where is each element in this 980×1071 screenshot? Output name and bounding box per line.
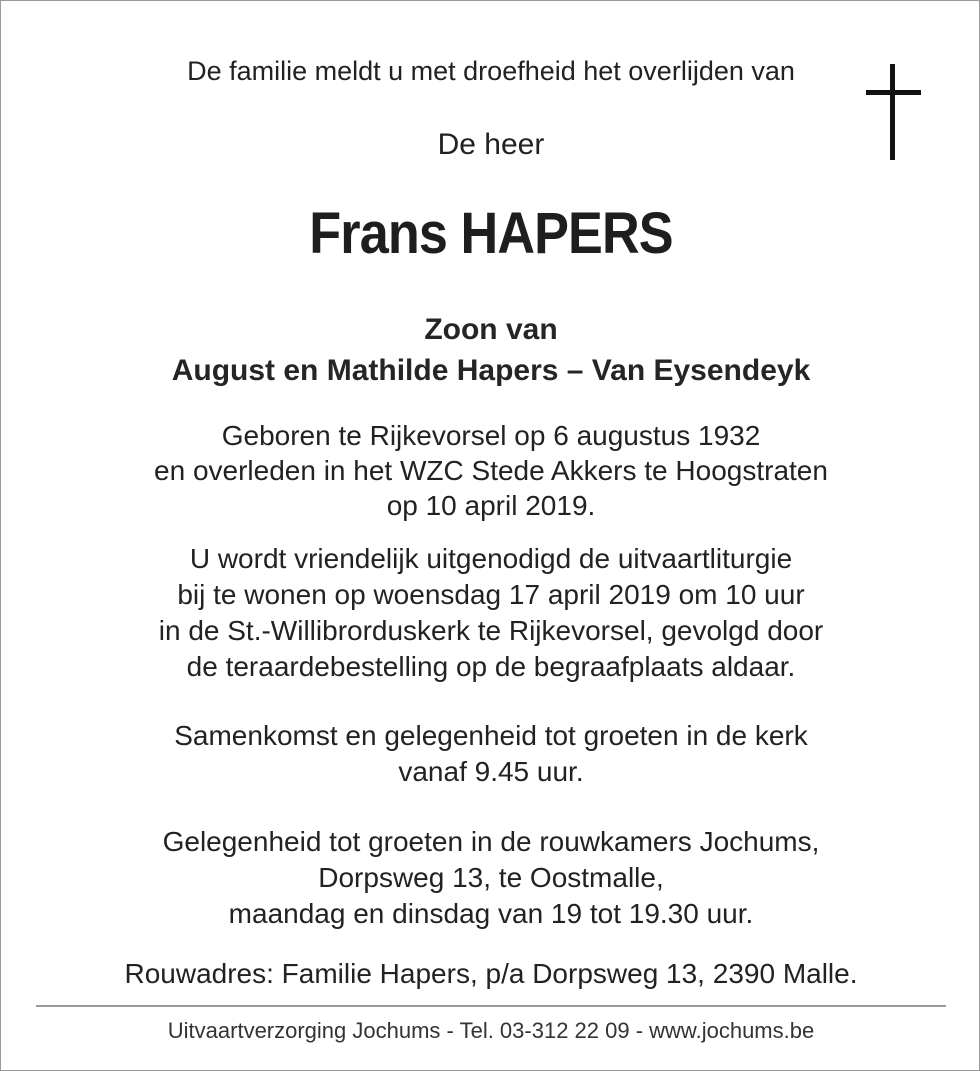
mourning-address: Rouwadres: Familie Hapers, p/a Dorpsweg 13, 2390 Malle. — [124, 958, 858, 989]
gathering-line: vanaf 9.45 uur. — [398, 756, 584, 787]
birth-death-line: op 10 april 2019. — [386, 490, 596, 521]
funeral-line: de teraardebestelling op de begraafplaats aldaar. — [186, 651, 796, 682]
visitation-line: Gelegenheid tot groeten in de rouwkamers Jochums, — [162, 826, 820, 857]
funeral-line: U wordt vriendelijk uitgenodigd de uitvaartliturgie — [189, 543, 793, 574]
parents-names: August en Mathilde Hapers – Van Eysendeyk — [171, 354, 811, 387]
gathering-line: Samenkomst en gelegenheid tot groeten in de kerk — [174, 720, 808, 751]
birth-death-line: Geboren te Rijkevorsel op 6 augustus 1932 — [221, 420, 761, 451]
honorific: De heer — [437, 128, 545, 161]
funeral-line: in de St.-Willibrorduskerk te Rijkevorsel, gevolgd door — [158, 615, 824, 646]
visitation-line: maandag en dinsdag van 19 tot 19.30 uur. — [228, 898, 754, 929]
parents-intro: Zoon van — [424, 313, 558, 346]
footer-divider — [36, 1005, 946, 1007]
funeral-line: bij te wonen op woensdag 17 april 2019 om 10 uur — [177, 579, 805, 610]
intro-text: De familie meldt u met droefheid het overlijden van — [187, 56, 795, 86]
visitation-line: Dorpsweg 13, te Oostmalle, — [318, 862, 664, 893]
birth-death-line: en overleden in het WZC Stede Akkers te Hoogstraten — [154, 455, 828, 486]
deceased-name: Frans HAPERS — [309, 201, 673, 266]
undertaker-footer: Uitvaartverzorging Jochums - Tel. 03-312 22 09 - www.jochums.be — [167, 1018, 815, 1043]
